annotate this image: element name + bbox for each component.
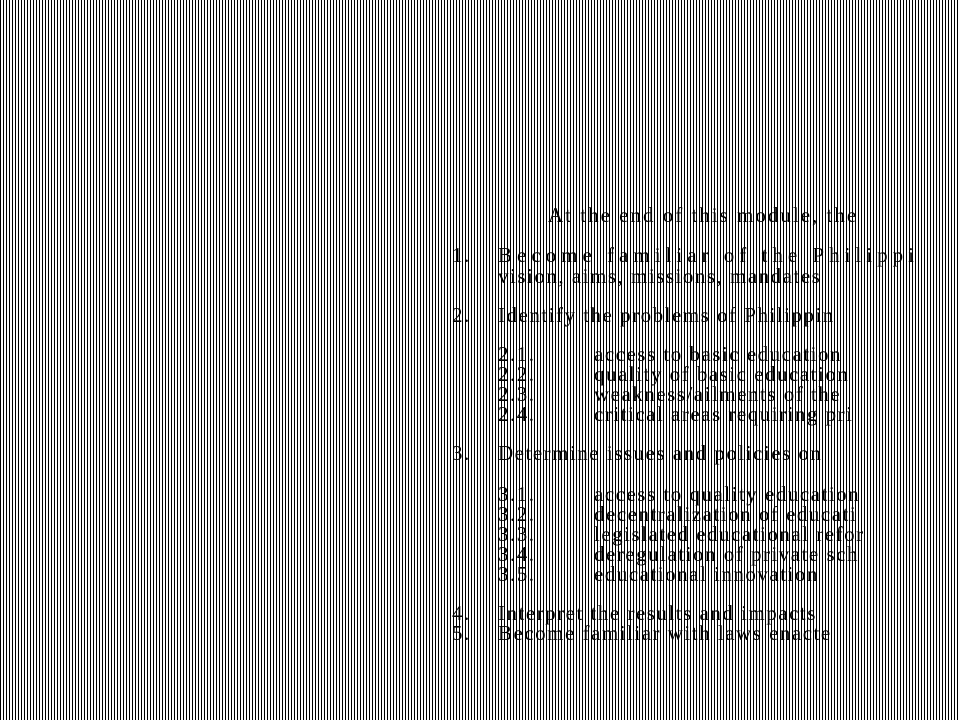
objective-3-number: 3. xyxy=(452,441,471,465)
subitem-2-1-number: 2.1. xyxy=(498,342,536,366)
subitem-3-3-text: legislated educational refor xyxy=(594,522,865,546)
subitem-3-4-text: deregulation of private sch xyxy=(594,542,859,566)
subitem-3-3-number: 3.3. xyxy=(498,522,536,546)
subitem-3-2-number: 3.2. xyxy=(498,502,536,526)
objective-3-text: Determine issues and policies on xyxy=(498,441,823,465)
subitem-2-2-text: quality of basic education xyxy=(594,362,850,386)
objective-5-text: Become familiar with laws enacte xyxy=(498,621,832,645)
subitem-3-5-number: 3.5. xyxy=(498,562,536,586)
objective-1-text-continued: vision, aims, missions, mandates xyxy=(498,264,822,288)
subitem-2-3-number: 2.3. xyxy=(498,382,536,406)
subitem-3-1-number: 3.1. xyxy=(498,482,536,506)
subitem-3-1-text: access to quality education xyxy=(594,482,861,506)
intro-text: At the end of this module, the xyxy=(548,203,859,227)
objective-1-number: 1. xyxy=(452,243,471,267)
subitem-2-2-number: 2.2. xyxy=(498,362,536,386)
subitem-3-4-number: 3.4. xyxy=(498,542,536,566)
subitem-3-2-text: decentralization of educati xyxy=(594,502,858,526)
objective-4-text: Interpret the results and impacts xyxy=(498,601,817,625)
objective-2-text: Identify the problems of Philippin xyxy=(498,303,835,327)
subitem-2-4-text: critical areas requiring pri xyxy=(594,402,854,426)
subitem-2-3-text: weakness/ailments of the xyxy=(594,382,842,406)
objective-4-number: 4. xyxy=(452,601,471,625)
objective-1-text: Become familiar of the Philippi xyxy=(498,243,919,267)
objective-5-number: 5. xyxy=(452,621,471,645)
subitem-2-4-number: 2.4. xyxy=(498,402,536,426)
subitem-2-1-text: access to basic education xyxy=(594,342,842,366)
subitem-3-5-text: educational innovation xyxy=(594,562,819,586)
objective-2-number: 2. xyxy=(452,303,471,327)
